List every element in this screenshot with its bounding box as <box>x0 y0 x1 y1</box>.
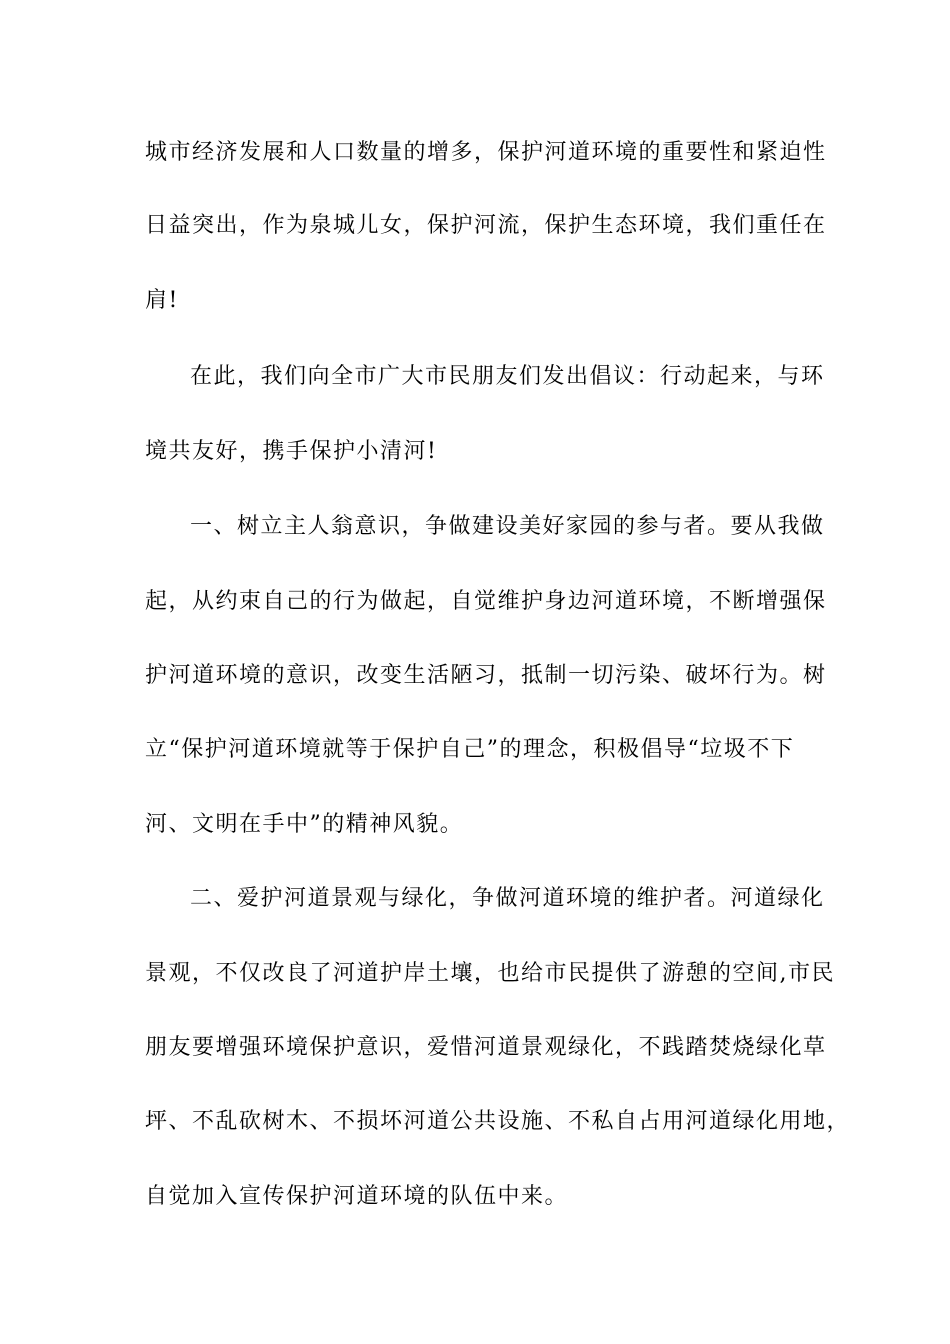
text-line: 城市经济发展和人口数量的增多，保护河道环境的重要性和紧迫性 <box>145 140 827 165</box>
text-line: 景观，不仅改良了河道护岸土壤，也给市民提供了游憩的空间,市民 <box>145 961 835 986</box>
paragraph-start-line: 一、树立主人翁意识，争做建设美好家园的参与者。要从我做 <box>190 514 825 539</box>
text-line: 自觉加入宣传保护河道环境的队伍中来。 <box>145 1184 569 1209</box>
text-line: 立“保护河道环境就等于保护自己”的理念，积极倡导“垃圾不下 <box>145 737 795 762</box>
paragraph-start-line: 二、爱护河道景观与绿化，争做河道环境的维护者。河道绿化 <box>190 886 825 911</box>
text-line: 肩! <box>145 288 179 313</box>
text-line: 起，从约束自己的行为做起，自觉维护身边河道环境，不断增强保 <box>145 589 827 614</box>
text-line: 河、文明在手中”的精神风貌。 <box>145 812 464 837</box>
text-line: 境共友好，携手保护小清河! <box>145 439 438 464</box>
paragraph-start-line: 在此，我们向全市广大市民朋友们发出倡议：行动起来，与环 <box>190 364 825 389</box>
text-line: 朋友要增强环境保护意识，爱惜河道景观绿化，不践踏焚烧绿化草 <box>145 1035 827 1060</box>
text-line: 护河道环境的意识，改变生活陋习，抵制一切污染、破坏行为。树 <box>145 663 827 688</box>
text-line: 日益突出，作为泉城儿女，保护河流，保护生态环境，我们重任在 <box>145 213 827 238</box>
text-line: 坪、不乱砍树木、不损坏河道公共设施、不私自占用河道绿化用地， <box>145 1109 851 1134</box>
